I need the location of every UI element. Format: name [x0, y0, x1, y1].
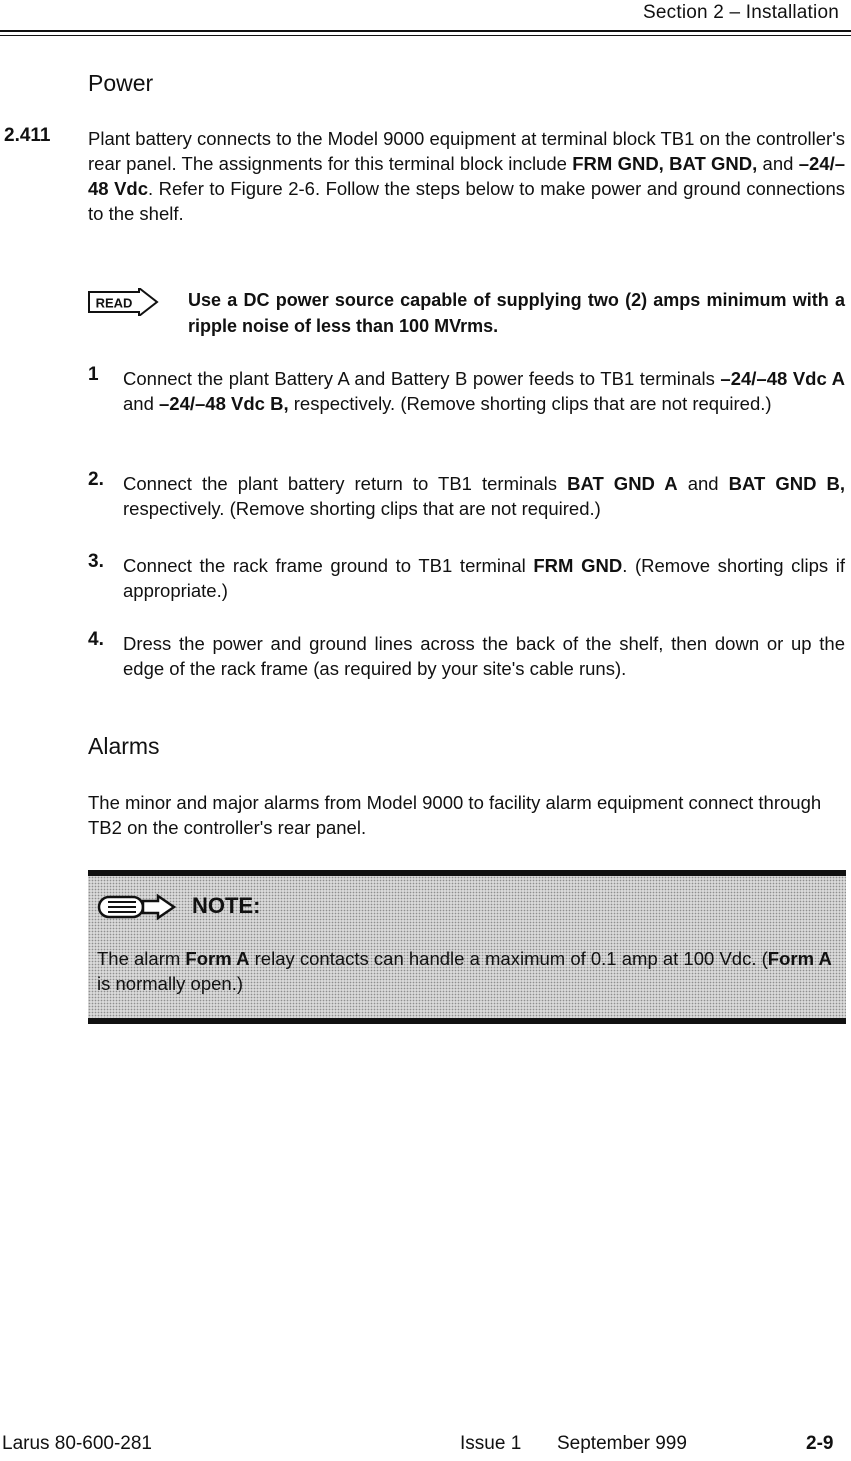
- bold-term: FRM GND, BAT GND,: [572, 153, 758, 174]
- bold-term: Form A: [767, 948, 832, 969]
- document-number: Larus 80-600-281: [2, 1433, 152, 1454]
- paragraph-number: 2.411: [4, 125, 51, 146]
- bold-term: –24/–48 Vdc B,: [159, 393, 289, 414]
- read-icon-label: READ: [95, 295, 133, 311]
- alarms-paragraph: The minor and major alarms from Model 9000 to facility alarm equipment connect through TB2 on the controller's rear panel.: [88, 792, 822, 838]
- read-callout-text: Use a DC power source capable of supplying two (2) amps minimum with a ripple noise of less than 100 MVrms.: [188, 290, 845, 336]
- issue-label: Issue 1: [460, 1433, 522, 1454]
- step-text: Connect the plant Battery A and Battery B power feeds to TB1 terminals –24/–48 Vdc A and –24/–48 Vdc B, respectively. (Remove shorting clips that are not required.): [123, 368, 845, 414]
- read-arrow-icon: [87, 288, 159, 316]
- bold-term: FRM GND: [533, 555, 623, 576]
- step-number: 4.: [88, 629, 104, 650]
- step-number: 1: [88, 364, 99, 385]
- power-heading: Power: [88, 70, 154, 96]
- step-text: Connect the rack frame ground to TB1 terminal FRM GND. (Remove shorting clips if appropriate.): [123, 555, 846, 601]
- note-text: The alarm Form A relay contacts can handle a maximum of 0.1 amp at 100 Vdc. (Form A is normally open.): [97, 948, 832, 994]
- alarms-heading: Alarms: [88, 733, 160, 759]
- header-rule-thin: [0, 35, 851, 36]
- page-number: 2-9: [806, 1433, 834, 1454]
- step-text: Connect the plant battery return to TB1 terminals BAT GND A and BAT GND B, respectively. (Remove shorting clips that are not required.): [123, 473, 845, 519]
- section-header: Section 2 – Installation: [643, 2, 839, 23]
- step-number: 3.: [88, 551, 104, 572]
- pointing-hand-icon: [96, 893, 178, 921]
- step-number: 2.: [88, 469, 104, 490]
- issue-date: September 999: [557, 1433, 687, 1454]
- step-text: Dress the power and ground lines across the back of the shelf, then down or up the edge of the rack frame (as required by your site's cable runs).: [123, 633, 845, 679]
- header-rule: [0, 30, 851, 32]
- bold-term: BAT GND A: [567, 473, 678, 494]
- bold-term: BAT GND B,: [728, 473, 845, 494]
- note-label: NOTE:: [192, 893, 261, 918]
- power-intro-paragraph: Plant battery connects to the Model 9000 equipment at terminal block TB1 on the controller's rear panel. The assignments for this terminal block include FRM GND, BAT GND, and –24/–48 Vdc. Refer to Figure 2-6. Follow the steps below to make power and ground connections to the shelf.: [88, 128, 846, 224]
- bold-term: Form A: [185, 948, 250, 969]
- bold-term: –24/–48 Vdc: [88, 153, 846, 199]
- bold-term: –24/–48 Vdc A: [720, 368, 845, 389]
